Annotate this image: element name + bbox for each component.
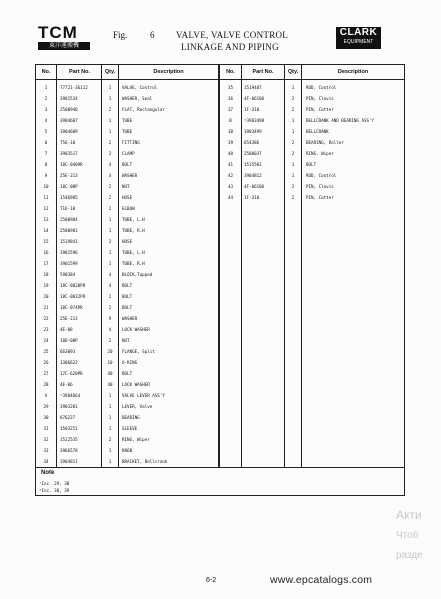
row-part-number: 676227 xyxy=(60,415,76,420)
table-row xyxy=(36,181,404,192)
row-description: BEARING xyxy=(122,415,140,420)
row-part-number: 77721-36112 xyxy=(60,85,88,90)
row-quantity: 2 xyxy=(108,195,112,200)
row-number: 18 xyxy=(43,272,49,277)
parts-table xyxy=(35,64,405,468)
row-number: 16 xyxy=(43,250,49,255)
row-part-number: 1503251 xyxy=(60,426,78,431)
row-description: WASHER xyxy=(122,173,138,178)
row-part-number: 2500037 xyxy=(244,151,262,156)
row-number: 32 xyxy=(43,437,49,442)
row-number: 23 xyxy=(43,327,49,332)
table-row xyxy=(36,302,404,313)
row-quantity: 1 xyxy=(291,162,295,167)
row-number: 31 xyxy=(43,426,49,431)
row-part-number: 1306622 xyxy=(60,360,78,365)
row-description: TUBE, L.H xyxy=(122,250,145,255)
table-row xyxy=(36,357,404,368)
table-row xyxy=(36,93,404,104)
row-part-number: 2500901 xyxy=(60,228,78,233)
col-header-no-right: No. xyxy=(226,69,235,75)
row-description: RING, Wiper xyxy=(122,437,150,442)
table-row xyxy=(36,137,404,148)
row-description: NUT xyxy=(122,338,130,343)
row-part-number: 4E-06 xyxy=(60,382,73,387)
row-part-number: 25E-213 xyxy=(60,316,78,321)
row-part-number: 4F-06106 xyxy=(244,184,265,189)
table-row xyxy=(36,324,404,335)
row-description: BOLT xyxy=(122,283,133,288)
table-row xyxy=(36,346,404,357)
row-part-number: 3904607 xyxy=(60,118,78,123)
note-line-2: ²Inc. 38, 39 xyxy=(39,488,70,493)
row-number: 24 xyxy=(43,338,49,343)
row-quantity: 2 xyxy=(291,151,295,156)
row-description: VALVE LEVER ASS'Y xyxy=(122,393,165,398)
row-description: VALVE, Control xyxy=(122,85,158,90)
row-description: TUBE, R.H xyxy=(122,261,145,266)
row-quantity: 1 xyxy=(108,459,112,464)
row-part-number: 3901596 xyxy=(60,250,78,255)
row-part-number: 663093 xyxy=(60,349,76,354)
row-part-number: T56-10 xyxy=(60,140,76,145)
row-number: 37 xyxy=(227,107,234,112)
row-description: FLANGE, Split xyxy=(122,349,155,354)
row-description: ELBOW xyxy=(122,206,135,211)
row-description: BELLCRANK AND BEARING ASS'Y xyxy=(306,118,375,123)
row-quantity: 1 xyxy=(108,96,112,101)
row-quantity: 1 xyxy=(108,415,112,420)
row-number: 36 xyxy=(227,96,234,101)
row-part-number: ²3903498 xyxy=(244,118,265,123)
row-description: FITTING xyxy=(122,140,140,145)
row-number: 13 xyxy=(43,217,49,222)
fig-label: Fig. xyxy=(113,30,128,40)
clark-logo xyxy=(336,27,381,49)
row-number: 27 xyxy=(43,371,49,376)
watermark-line-3: разде xyxy=(396,550,423,561)
row-description: TUBE, R.H xyxy=(122,228,145,233)
row-quantity: 2 xyxy=(108,305,112,310)
row-part-number: 1F-310 xyxy=(244,195,260,200)
row-description: CLAMP xyxy=(122,151,135,156)
row-description: WASHER xyxy=(122,316,138,321)
row-description: BEARING, Roller xyxy=(306,140,344,145)
row-part-number: 1515501 xyxy=(244,162,262,167)
row-number: 8 xyxy=(44,162,48,167)
row-quantity: 1 xyxy=(108,250,112,255)
row-number: 39 xyxy=(227,140,234,145)
site-url[interactable]: www.epcatalogs.com xyxy=(270,574,373,586)
row-number: 15 xyxy=(43,239,49,244)
row-quantity: 1 xyxy=(291,129,295,134)
row-description: PIN, Cotter xyxy=(306,195,334,200)
fig-number: 6 xyxy=(150,30,155,40)
row-quantity: 2 xyxy=(108,239,112,244)
row-number: 4 xyxy=(44,118,48,123)
note-box xyxy=(35,468,405,496)
row-number: A xyxy=(44,393,48,398)
watermark-line-1: Акти xyxy=(396,508,422,522)
row-quantity: 4 xyxy=(108,283,112,288)
table-row xyxy=(36,236,404,247)
row-part-number: ¹3904664 xyxy=(60,393,81,398)
row-part-number: 3904811 xyxy=(60,459,78,464)
clark-logo-text: CLARK xyxy=(339,27,378,38)
table-row xyxy=(36,445,404,456)
row-description: PIN, Clevis xyxy=(306,96,334,101)
table-row xyxy=(36,379,404,390)
row-number: 17 xyxy=(43,261,49,266)
row-number: 29 xyxy=(43,404,49,409)
page-title-line2: LINKAGE AND PIPING xyxy=(181,42,279,52)
row-number: 40 xyxy=(227,151,234,156)
row-part-number: 1519407 xyxy=(244,85,262,90)
table-row xyxy=(36,225,404,236)
note-line-1: ¹Inc. 29, 30 xyxy=(39,481,70,486)
row-quantity: 40 xyxy=(107,371,113,376)
row-quantity: 1 xyxy=(291,85,295,90)
row-part-number: 1546985 xyxy=(60,195,78,200)
row-part-number: 654386 xyxy=(244,140,260,145)
row-number: 6 xyxy=(44,140,48,145)
row-number: 20 xyxy=(43,294,49,299)
tcm-logo-text: TCM xyxy=(38,23,78,42)
table-row xyxy=(36,401,404,412)
row-part-number: 2500940 xyxy=(60,107,78,112)
row-quantity: 1 xyxy=(108,129,112,134)
tcm-logo-subtext: 東洋運搬機 xyxy=(38,42,90,50)
row-quantity: 1 xyxy=(108,217,112,222)
row-quantity: 2 xyxy=(108,206,112,211)
row-number: 34 xyxy=(43,459,49,464)
table-row xyxy=(36,192,404,203)
row-number: 5 xyxy=(44,129,48,134)
table-row xyxy=(36,335,404,346)
row-description: LEVER, Valve xyxy=(122,404,153,409)
col-header-no-left: No. xyxy=(41,69,51,75)
row-part-number: T16-10 xyxy=(60,206,76,211)
row-quantity: 2 xyxy=(291,140,295,145)
row-quantity: 4 xyxy=(108,173,112,178)
row-number: 1 xyxy=(44,85,48,90)
row-number: 26 xyxy=(43,360,49,365)
row-number: 43 xyxy=(227,184,234,189)
table-row xyxy=(36,368,404,379)
row-quantity: 1 xyxy=(108,393,112,398)
row-description: PIN, Clevis xyxy=(306,184,334,189)
row-number: 12 xyxy=(43,206,49,211)
table-row xyxy=(36,280,404,291)
row-part-number: 1F-310 xyxy=(244,107,260,112)
row-number: 42 xyxy=(227,173,234,178)
row-quantity: 1 xyxy=(108,228,112,233)
row-part-number: 4E-08 xyxy=(60,327,73,332)
row-part-number: 3903517 xyxy=(60,151,78,156)
row-number: 33 xyxy=(43,448,49,453)
row-number: 19 xyxy=(43,283,49,288)
row-number: 38 xyxy=(227,129,234,134)
table-row xyxy=(36,115,404,126)
row-quantity: 2 xyxy=(108,437,112,442)
row-part-number: 3904812 xyxy=(244,173,262,178)
table-row xyxy=(36,423,404,434)
row-description: RING, Wiper xyxy=(306,151,334,156)
row-quantity: 1 xyxy=(291,118,295,123)
row-part-number: 17C-620PR xyxy=(60,371,83,376)
table-row xyxy=(36,170,404,181)
row-part-number: 2500904 xyxy=(60,217,78,222)
row-quantity: 2 xyxy=(108,294,112,299)
row-quantity: 2 xyxy=(108,338,112,343)
table-row xyxy=(36,203,404,214)
col-header-qty-right: Qty. xyxy=(287,69,299,75)
page-number: 6-2 xyxy=(206,577,217,584)
table-row xyxy=(36,104,404,115)
row-description: HOSE xyxy=(122,239,133,244)
table-row xyxy=(36,258,404,269)
row-part-number: 3904609 xyxy=(60,129,78,134)
row-quantity: 1 xyxy=(291,173,295,178)
row-part-number: 1522535 xyxy=(60,437,78,442)
row-description: BOLT xyxy=(122,305,133,310)
row-quantity: 1 xyxy=(108,261,112,266)
row-description: BOLT xyxy=(306,162,317,167)
row-number: 25 xyxy=(43,349,49,354)
watermark-line-2: Чтоб xyxy=(396,530,419,541)
table-row xyxy=(36,390,404,401)
row-description: ROD, Control xyxy=(306,85,337,90)
row-number: 41 xyxy=(227,162,234,167)
page-title-line1: VALVE, VALVE CONTROL xyxy=(176,30,289,40)
row-description: BRACKET, Bellcrank xyxy=(122,459,168,464)
row-part-number: 3903201 xyxy=(60,404,78,409)
col-header-qty-left: Qty. xyxy=(104,69,116,75)
row-quantity: 4 xyxy=(108,272,112,277)
row-quantity: 2 xyxy=(108,151,112,156)
table-row xyxy=(36,126,404,137)
row-part-number: 18D-08P xyxy=(60,338,78,343)
row-quantity: 1 xyxy=(108,118,112,123)
row-description: LOCK WASHER xyxy=(122,382,150,387)
row-description: WASHER, Seal xyxy=(122,96,153,101)
col-header-partno-left: Part No. xyxy=(68,69,91,75)
row-description: NUT xyxy=(122,184,130,189)
row-part-number: 3901599 xyxy=(60,261,78,266)
clark-logo-subtext: EQUIPMENT xyxy=(343,39,374,45)
row-number: 2 xyxy=(44,96,48,101)
row-quantity: 2 xyxy=(291,107,295,112)
table-row xyxy=(36,214,404,225)
row-part-number: 590384 xyxy=(60,272,76,277)
tcm-logo xyxy=(38,24,90,50)
row-description: O-RING xyxy=(122,360,138,365)
table-row xyxy=(36,159,404,170)
row-number: 22 xyxy=(43,316,49,321)
row-part-number: 18C-08P xyxy=(60,184,78,189)
table-row xyxy=(36,247,404,258)
row-description: BOLT xyxy=(122,162,133,167)
row-description: KNOB xyxy=(122,448,133,453)
row-part-number: 3903499 xyxy=(244,129,262,134)
row-number: 14 xyxy=(43,228,49,233)
row-description: BLOCK,Tapped xyxy=(122,272,153,277)
row-part-number: 18C-0832PR xyxy=(60,294,86,299)
row-part-number: 18C-0820PR xyxy=(60,283,86,288)
row-quantity: 10 xyxy=(107,360,113,365)
row-description: TUBE xyxy=(122,118,133,123)
table-row xyxy=(36,291,404,302)
row-quantity: 2 xyxy=(108,107,112,112)
row-number: 21 xyxy=(43,305,49,310)
row-description: FLAT, Rectangular xyxy=(122,107,165,112)
row-quantity: 20 xyxy=(107,349,113,354)
row-quantity: 1 xyxy=(108,448,112,453)
table-row xyxy=(36,313,404,324)
row-quantity: 40 xyxy=(107,382,113,387)
row-description: TUBE xyxy=(122,129,133,134)
row-quantity: 2 xyxy=(291,184,295,189)
row-number: 11 xyxy=(43,195,49,200)
row-number: 3 xyxy=(44,107,48,112)
row-part-number: 1519841 xyxy=(60,239,78,244)
row-description: SLEEVE xyxy=(122,426,138,431)
table-row xyxy=(36,269,404,280)
row-quantity: 4 xyxy=(108,327,112,332)
row-quantity: 1 xyxy=(108,426,112,431)
row-quantity: 2 xyxy=(108,140,112,145)
row-number: 28 xyxy=(43,382,49,387)
row-description: PIN, Cotter xyxy=(306,107,334,112)
row-description: BOLT xyxy=(122,371,133,376)
row-part-number: 18C-0409R xyxy=(60,162,83,167)
row-number: 10 xyxy=(43,184,49,189)
row-part-number: 3901534 xyxy=(60,96,78,101)
table-row xyxy=(36,456,404,467)
row-quantity: 4 xyxy=(108,162,112,167)
row-part-number: 18C-074PR xyxy=(60,305,83,310)
col-header-description-right: Description xyxy=(337,69,369,75)
row-quantity: 9 xyxy=(108,316,112,321)
row-part-number: 4F-06106 xyxy=(244,96,265,101)
row-description: ROD, Control xyxy=(306,173,337,178)
note-title: Note xyxy=(41,470,55,476)
table-header xyxy=(36,65,404,80)
col-header-partno-right: Part No. xyxy=(252,69,274,75)
row-number: 44 xyxy=(227,195,234,200)
row-description: LOCK WASHER xyxy=(122,327,150,332)
row-quantity: 2 xyxy=(291,195,295,200)
row-number: 9 xyxy=(44,173,48,178)
table-row xyxy=(36,412,404,423)
row-description: HOSE xyxy=(122,195,133,200)
row-number: B xyxy=(229,118,232,123)
col-header-description-left: Description xyxy=(153,69,184,75)
table-row xyxy=(36,148,404,159)
row-number: 35 xyxy=(227,85,234,90)
row-part-number: 3966578 xyxy=(60,448,78,453)
row-quantity: 1 xyxy=(108,85,112,90)
row-description: TUBE, L.H xyxy=(122,217,145,222)
row-number: 7 xyxy=(44,151,48,156)
table-row xyxy=(36,434,404,445)
row-part-number: 25E-213 xyxy=(60,173,78,178)
row-description: BELLCRANK xyxy=(306,129,329,134)
row-quantity: 2 xyxy=(108,184,112,189)
row-number: 30 xyxy=(43,415,49,420)
table-row xyxy=(36,82,404,93)
row-quantity: 2 xyxy=(291,96,295,101)
row-description: BOLT xyxy=(122,294,133,299)
row-quantity: 1 xyxy=(108,404,112,409)
